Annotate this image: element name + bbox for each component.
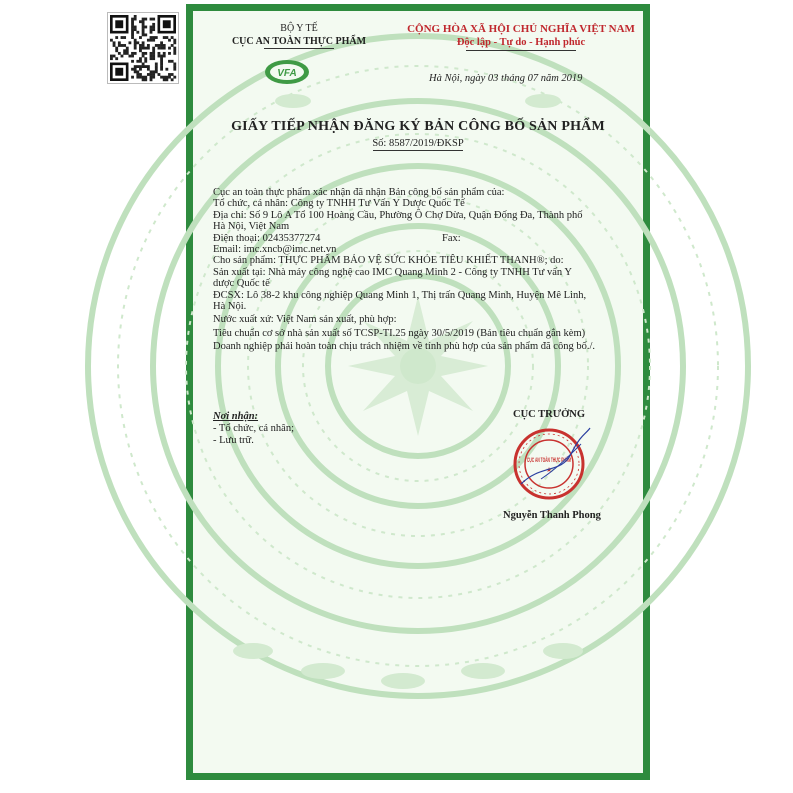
- qr-module: [152, 23, 155, 26]
- qr-module: [142, 18, 145, 21]
- qr-module: [160, 41, 163, 44]
- qr-module: [142, 26, 145, 29]
- qr-module: [152, 18, 155, 21]
- qr-module: [115, 57, 118, 60]
- qr-module: [173, 76, 176, 79]
- qr-module: [152, 39, 155, 42]
- qr-module: [150, 28, 153, 31]
- number-rule: [373, 150, 463, 151]
- qr-module: [142, 23, 145, 26]
- qr-module: [139, 65, 142, 68]
- qr-module: [136, 70, 139, 73]
- qr-module: [152, 26, 155, 29]
- qr-module: [113, 44, 116, 47]
- recipients-heading: Nơi nhận:: [213, 411, 259, 422]
- qr-module: [118, 52, 121, 55]
- organization-line: Tổ chức, cá nhân: Công ty TNHH Tư Vấn Y Dược Quốc Tế: [213, 198, 465, 210]
- qr-module: [134, 68, 137, 71]
- qr-module: [163, 36, 166, 39]
- qr-module: [163, 44, 166, 47]
- header-rule: [264, 48, 334, 49]
- qr-module: [147, 73, 150, 76]
- qr-module: [123, 44, 126, 47]
- qr-module: [168, 52, 171, 55]
- qr-module: [123, 49, 126, 52]
- factory-line-1: ĐCSX: Lô 38-2 khu công nghiệp Quang Minh 1, Thị trấn Quang Minh, Huyện Mê Linh,: [213, 289, 587, 301]
- issue-date: Hà Nội, ngày 03 tháng 07 năm 2019: [429, 73, 583, 84]
- qr-module: [173, 49, 176, 52]
- qr-module: [160, 60, 163, 63]
- qr-module: [131, 18, 134, 21]
- qr-module: [165, 78, 168, 81]
- national-motto: Độc lập - Tự do - Hạnh phúc: [456, 37, 586, 48]
- qr-module: [134, 52, 137, 55]
- qr-module: [150, 36, 153, 39]
- qr-finder: [115, 68, 123, 76]
- qr-module: [131, 26, 134, 29]
- qr-module: [160, 55, 163, 58]
- qr-module: [131, 52, 134, 55]
- qr-module: [150, 39, 153, 42]
- qr-module: [136, 65, 139, 68]
- origin-line: Nước xuất xứ: Việt Nam sản xuất, phù hợp:: [213, 314, 397, 326]
- qr-module: [134, 26, 137, 29]
- qr-module: [134, 18, 137, 21]
- qr-module: [152, 47, 155, 50]
- qr-module: [118, 41, 121, 44]
- certificate-body: [193, 11, 643, 773]
- qr-module: [144, 65, 147, 68]
- qr-module: [113, 41, 116, 44]
- qr-module: [152, 76, 155, 79]
- qr-module: [123, 52, 126, 55]
- manufacturer-line-2: dược Quốc tế: [213, 278, 270, 290]
- certificate-content: [213, 187, 653, 353]
- qr-module: [152, 28, 155, 31]
- stamp-text: CỤC AN TOÀN THỰC PHẨM: [527, 458, 607, 464]
- qr-module: [163, 76, 166, 79]
- qr-module: [171, 36, 174, 39]
- qr-module: [147, 39, 150, 42]
- qr-module: [163, 47, 166, 50]
- qr-module: [158, 44, 161, 47]
- intro-line: Cục an toàn thực phẩm xác nhận đã nhận Bản công bố sản phẩm của:: [213, 187, 505, 198]
- qr-module: [139, 36, 142, 39]
- qr-module: [110, 57, 113, 60]
- qr-module: [155, 70, 158, 73]
- qr-module: [160, 63, 163, 66]
- standard-line: Tiêu chuẩn cơ sở nhà sản xuất số TCSP-TI.25 ngày 30/5/2019 (Bản tiêu chuẩn gắn kèm): [213, 327, 586, 339]
- qr-module: [173, 63, 176, 66]
- qr-module: [144, 60, 147, 63]
- qr-module: [152, 57, 155, 60]
- qr-module: [139, 68, 142, 71]
- qr-module: [131, 23, 134, 26]
- qr-module: [152, 73, 155, 76]
- signer-position: CỤC TRƯỞNG: [513, 409, 586, 420]
- qr-module: [115, 36, 118, 39]
- qr-module: [150, 18, 153, 21]
- qr-module: [168, 39, 171, 42]
- qr-module: [142, 47, 145, 50]
- qr-module: [150, 26, 153, 29]
- qr-module: [173, 65, 176, 68]
- qr-module: [142, 52, 145, 55]
- qr-module: [134, 28, 137, 31]
- qr-module: [173, 39, 176, 42]
- qr-module: [139, 57, 142, 60]
- qr-code-icon: [107, 12, 179, 84]
- qr-module: [158, 55, 161, 58]
- logo-text: VFA: [277, 68, 297, 79]
- qr-module: [158, 47, 161, 50]
- recipient-item: - Tổ chức, cá nhân;: [213, 423, 295, 434]
- document-number-text: Số: 8587/2019/ĐKSP: [372, 138, 464, 149]
- qr-module: [163, 78, 166, 81]
- qr-module: [136, 60, 139, 63]
- qr-module: [165, 36, 168, 39]
- qr-module: [152, 52, 155, 55]
- qr-module: [158, 52, 161, 55]
- qr-module: [160, 47, 163, 50]
- qr-module: [150, 73, 153, 76]
- qr-module: [147, 68, 150, 71]
- qr-module: [136, 73, 139, 76]
- qr-module: [131, 36, 134, 39]
- stamp-star: ★: [545, 467, 553, 474]
- qr-module: [171, 44, 174, 47]
- qr-module: [126, 52, 129, 55]
- responsibility-line: Doanh nghiệp phải hoàn toàn chịu trách nhiệm về tính phù hợp của sản phẩm đã công bố./.: [213, 341, 595, 353]
- qr-module: [160, 65, 163, 68]
- qr-module: [134, 65, 137, 68]
- qr-module: [131, 31, 134, 34]
- qr-module: [150, 31, 153, 34]
- qr-module: [152, 55, 155, 58]
- vfa-logo-icon: [262, 58, 312, 86]
- ministry-name: BỘ Y TẾ: [280, 23, 318, 34]
- qr-module: [160, 57, 163, 60]
- qr-module: [131, 68, 134, 71]
- qr-module: [165, 68, 168, 71]
- qr-module: [139, 20, 142, 23]
- qr-module: [136, 76, 139, 79]
- qr-module: [134, 44, 137, 47]
- qr-module: [131, 28, 134, 31]
- qr-module: [121, 36, 124, 39]
- nation-name: CỘNG HÒA XÃ HỘI CHỦ NGHĨA VIỆT NAM: [407, 23, 635, 35]
- product-line: Cho sản phẩm: THỰC PHẨM BẢO VỆ SỨC KHỎE TIÊU KHIẾT THANH®; do:: [213, 255, 564, 267]
- qr-module: [128, 41, 131, 44]
- document-title: GIẤY TIẾP NHẬN ĐĂNG KÝ BẢN CÔNG BỐ SẢN PHẨM: [231, 119, 605, 134]
- qr-module: [150, 55, 153, 58]
- qr-module: [115, 47, 118, 50]
- certificate: [186, 4, 650, 780]
- qr-module: [131, 55, 134, 58]
- qr-module: [144, 26, 147, 29]
- qr-module: [118, 44, 121, 47]
- qr-module: [131, 20, 134, 23]
- qr-module: [147, 47, 150, 50]
- address-line-1: Địa chỉ: Số 9 Lô A Tổ 100 Hoàng Cầu, Phường Ô Chợ Dừa, Quận Đống Đa, Thành phố: [213, 209, 583, 221]
- official-seal-icon: [511, 424, 607, 504]
- motto-rule: [466, 50, 576, 51]
- qr-module: [134, 39, 137, 42]
- qr-module: [142, 55, 145, 58]
- qr-module: [136, 41, 139, 44]
- phone-text: Điện thoại: 02435377274: [213, 232, 321, 244]
- qr-module: [115, 49, 118, 52]
- qr-module: [155, 65, 158, 68]
- qr-module: [155, 63, 158, 66]
- qr-module: [134, 47, 137, 50]
- qr-module: [142, 76, 145, 79]
- national-header: [391, 22, 651, 51]
- document-number: [193, 138, 643, 151]
- qr-module: [144, 52, 147, 55]
- qr-module: [139, 47, 142, 50]
- qr-module: [126, 49, 129, 52]
- qr-module: [142, 65, 145, 68]
- qr-module: [144, 47, 147, 50]
- qr-module: [142, 78, 145, 81]
- qr-module: [152, 70, 155, 73]
- qr-module: [168, 47, 171, 50]
- qr-module: [168, 73, 171, 76]
- signer-name: Nguyễn Thanh Phong: [503, 510, 601, 521]
- qr-module: [142, 33, 145, 36]
- qr-module: [142, 63, 145, 66]
- qr-module: [121, 55, 124, 58]
- qr-module: [136, 31, 139, 34]
- recipient-item: - Lưu trữ.: [213, 435, 254, 446]
- qr-module: [160, 44, 163, 47]
- qr-module: [142, 41, 145, 44]
- qr-module: [150, 78, 153, 81]
- qr-module: [173, 52, 176, 55]
- qr-finder: [115, 20, 123, 28]
- qr-module: [173, 41, 176, 44]
- qr-module: [126, 47, 129, 50]
- fax-text: Fax:: [442, 232, 461, 244]
- qr-module: [131, 76, 134, 79]
- recipients-block: [213, 411, 294, 447]
- qr-module: [173, 47, 176, 50]
- qr-module: [173, 68, 176, 71]
- qr-module: [110, 39, 113, 42]
- qr-module: [144, 33, 147, 36]
- qr-module: [123, 36, 126, 39]
- qr-module: [155, 36, 158, 39]
- issuer-header: [199, 22, 399, 49]
- qr-module: [165, 76, 168, 79]
- qr-module: [139, 44, 142, 47]
- qr-module: [142, 20, 145, 23]
- qr-module: [150, 76, 153, 79]
- qr-module: [144, 57, 147, 60]
- qr-module: [168, 60, 171, 63]
- qr-module: [150, 70, 153, 73]
- qr-module: [155, 44, 158, 47]
- qr-module: [134, 15, 137, 18]
- qr-module: [144, 78, 147, 81]
- qr-module: [142, 31, 145, 34]
- qr-module: [139, 49, 142, 52]
- agency-name: CỤC AN TOÀN THỰC PHẨM: [231, 36, 367, 47]
- qr-module: [163, 52, 166, 55]
- qr-module: [142, 44, 145, 47]
- qr-module: [163, 55, 166, 58]
- qr-module: [110, 55, 113, 58]
- qr-module: [158, 73, 161, 76]
- qr-module: [144, 18, 147, 21]
- factory-line-2: Hà Nội.: [213, 301, 247, 313]
- qr-module: [150, 57, 153, 60]
- qr-module: [139, 73, 142, 76]
- manufacturer-line-1: Sản xuất tại: Nhà máy công nghệ cao IMC Quang Minh 2 - Công ty TNHH Tư vấn Y: [213, 266, 572, 278]
- qr-module: [134, 70, 137, 73]
- qr-module: [168, 76, 171, 79]
- qr-finder: [163, 20, 171, 28]
- qr-module: [147, 44, 150, 47]
- qr-module: [142, 28, 145, 31]
- qr-module: [147, 65, 150, 68]
- phone-fax-line: [213, 233, 653, 244]
- qr-module: [150, 52, 153, 55]
- address-line-2: Hà Nội, Việt Nam: [213, 221, 290, 233]
- qr-module: [171, 60, 174, 63]
- qr-module: [139, 60, 142, 63]
- qr-module: [171, 78, 174, 81]
- qr-module: [128, 55, 131, 58]
- qr-module: [155, 68, 158, 71]
- qr-module: [113, 55, 116, 58]
- qr-module: [139, 76, 142, 79]
- qr-module: [131, 33, 134, 36]
- qr-module: [131, 60, 134, 63]
- qr-module: [171, 73, 174, 76]
- qr-module: [160, 76, 163, 79]
- qr-module: [152, 49, 155, 52]
- qr-module: [134, 41, 137, 44]
- qr-module: [144, 76, 147, 79]
- qr-module: [160, 68, 163, 71]
- email-line: Email: imc.xncb@imc.net.vn: [213, 244, 337, 256]
- qr-module: [121, 44, 124, 47]
- qr-module: [152, 36, 155, 39]
